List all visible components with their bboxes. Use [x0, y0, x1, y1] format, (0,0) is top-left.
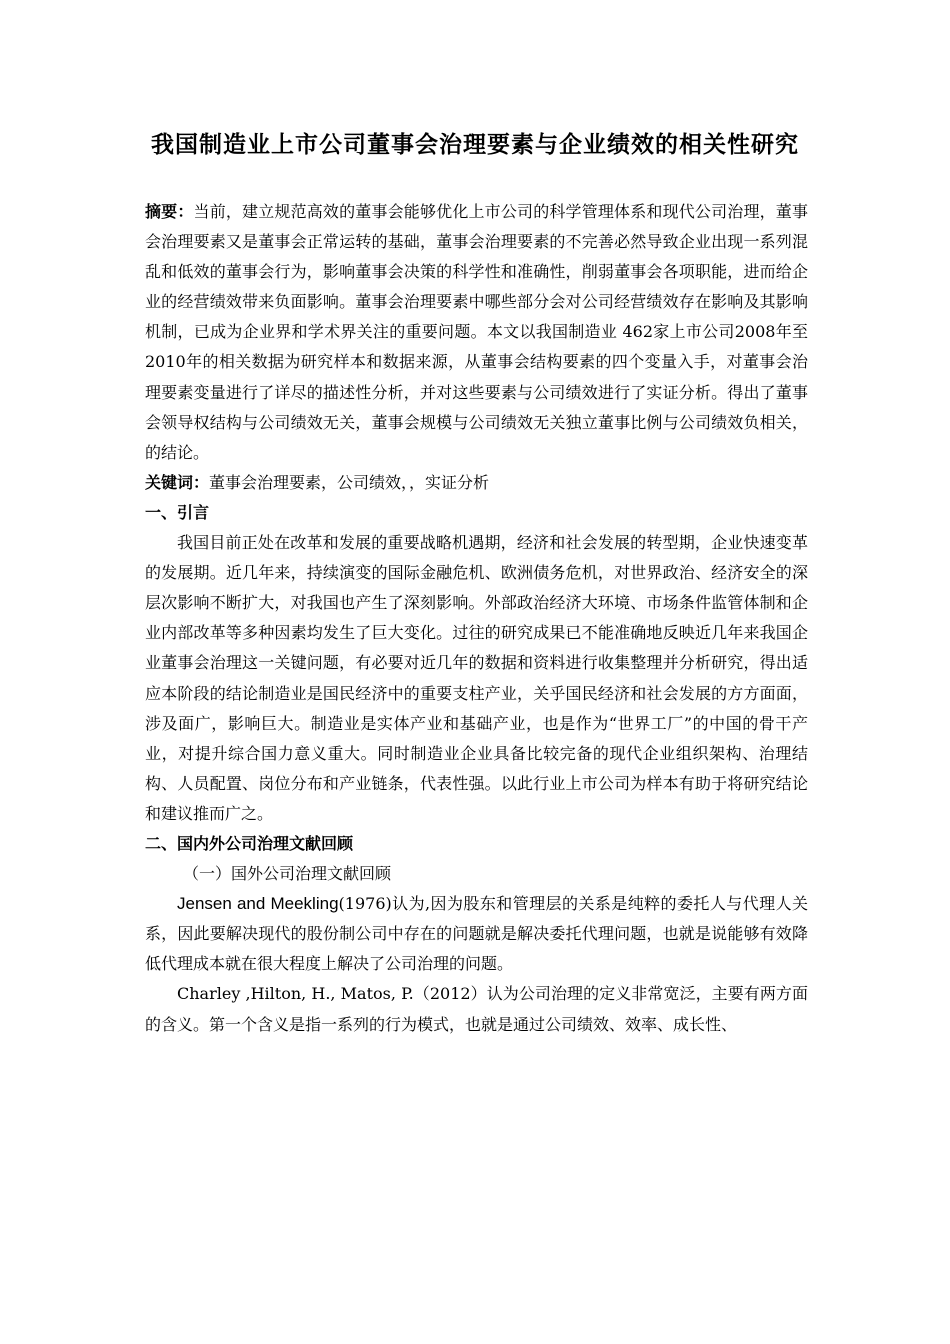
section-heading-introduction: 一、引言 — [145, 502, 210, 522]
section-heading-literature-review: 二、国内外公司治理文献回顾 — [145, 833, 354, 853]
paper-title: 我国制造业上市公司董事会治理要素与企业绩效的相关性研究 — [151, 132, 799, 159]
introduction-paragraph: 我国目前正处在改革和发展的重要战略机遇期，经济和社会发展的转型期，企业快速变革的发展期。近几年来，持续演变的国际金融危机、欧洲债务危机，对世界政治、经济安全的深层次影响不断扩大，对我国也产生了深刻影响。外部政治经济大环境、市场条件监管体制和企业内部改革等多种因素均发生了巨大变化。过往的研究成果已不能准确地反映近几年来我国企业董事会治理这一关键问题，有必要对近几年的数据和资料进行收集整理并分析研究，得出适应本阶段的结论制造业是国民经济中的重要支柱产业，关乎国民经济和社会发展的方方面面，涉及面广，影响巨大。制造业是实体产业和基础产业，也是作为“世界工厂”的中国的骨干产业，对提升综合国力意义重大。同时制造业企业具备比较完备的现代企业组织架构、治理结构、人员配置、岗位分布和产业链条，代表性强。以此行业上市公司为样本有助于将研究结论和建议推而广之。 — [145, 533, 808, 823]
literature-text-jensen: (1976)认为,因为股东和管理层的关系是纯粹的委托人与代理人关系，因此要解决现代的股份制公司中存在的问题就是解决委托代理问题，也就是说能够有效降低代理成本就在很大程度上解决了公司治理的问题。 — [145, 894, 808, 974]
abstract-text: 当前，建立规范高效的董事会能够优化上市公司的科学管理体系和现代公司治理，董事会治理要素又是董事会正常运转的基础，董事会治理要素的不完善必然导致企业出现一系列混乱和低效的董事会行为，影响董事会决策的科学性和准确性，削弱董事会各项职能，进而给企业的经营绩效带来负面影响。董事会治理要素中哪些部分会对公司经营绩效存在影响及其影响机制，已成为企业界和学术界关注的重要问题。本文以我国制造业 462家上市公司2008年至2010年的相关数据为研究样本和数据来源，从董事会结构要素的四个变量入手，对董事会治理要素变量进行了详尽的描述性分析，并对这些要素与公司绩效进行了实证分析。得出了董事会领导权结构与公司绩效无关，董事会规模与公司绩效无关独立董事比例与公司绩效负相关，的结论。 — [145, 202, 808, 462]
citation-authors-charley: Charley ,Hilton, H., Matos, P. — [177, 984, 414, 1004]
keywords-text: 董事会治理要素，公司绩效，，实证分析 — [209, 472, 490, 492]
keywords-label: 关键词： — [145, 472, 210, 492]
literature-text-charley: （2012）认为公司治理的定义非常宽泛，主要有两方面的含义。第一个含义是指一系列的行为模式，也就是通过公司绩效、效率、成长性、 — [145, 984, 808, 1034]
subsection-heading-foreign-literature: （一）国外公司治理文献回顾 — [183, 864, 392, 884]
abstract-paragraph — [145, 197, 808, 468]
citation-authors-jensen: Jensen and Meekling — [177, 894, 339, 914]
paper-body — [145, 197, 808, 1040]
literature-paragraph-jensen — [145, 889, 808, 979]
keywords-paragraph — [145, 468, 808, 498]
abstract-label: 摘要： — [145, 202, 194, 221]
literature-paragraph-charley — [145, 979, 808, 1039]
